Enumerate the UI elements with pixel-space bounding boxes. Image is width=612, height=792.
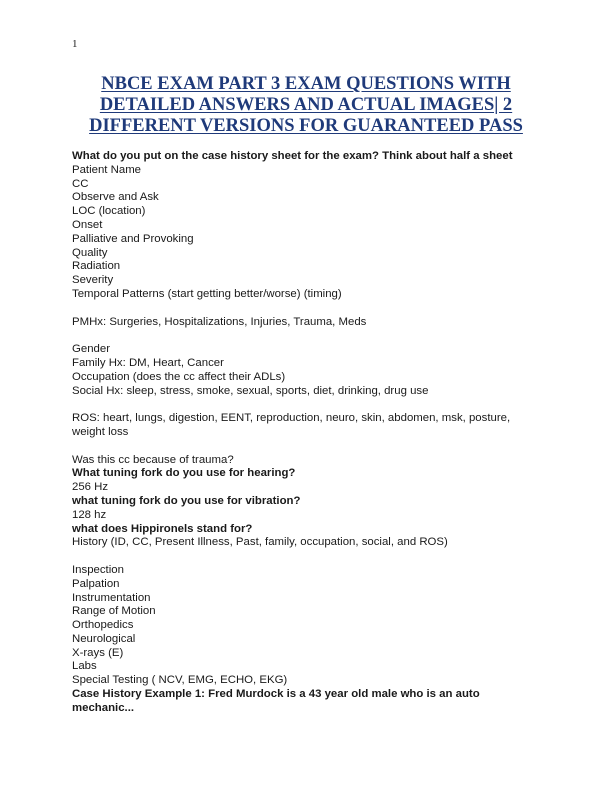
answer-text: Palliative and Provoking — [72, 232, 194, 245]
answer-text: Family Hx: DM, Heart, Cancer — [72, 356, 224, 369]
answer-text: Patient Name — [72, 163, 142, 176]
answer-text: Neurological — [72, 632, 136, 645]
answer-text: Special Testing ( NCV, EMG, ECHO, EKG) — [72, 674, 288, 687]
paragraph-spacer — [72, 440, 542, 454]
answer-text: History (ID, CC, Present Illness, Past, family, occupation, social, and ROS) — [72, 536, 448, 549]
answer-text: 128 hz — [72, 508, 107, 521]
answer-text: Was this cc because of trauma? — [72, 453, 234, 466]
answer-text: LOC (location) — [72, 205, 146, 218]
answer-text: Range of Motion — [72, 605, 156, 618]
answer-text: Radiation — [72, 260, 121, 273]
paragraph-spacer — [72, 398, 542, 412]
answer-text: CC — [72, 177, 89, 190]
page-number: 1 — [72, 38, 78, 50]
answer-text: Severity — [72, 274, 114, 287]
answer-text: Orthopedics — [72, 619, 134, 632]
question-text: what tuning fork do you use for vibration? — [72, 494, 301, 507]
answer-text: Onset — [72, 218, 103, 231]
answer-text: Observe and Ask — [72, 191, 159, 204]
answer-text: Quality — [72, 246, 108, 259]
answer-text: Social Hx: sleep, stress, smoke, sexual, sports, diet, drinking, drug use — [72, 384, 429, 397]
answer-text: PMHx: Surgeries, Hospitalizations, Injuries, Trauma, Meds — [72, 315, 367, 328]
answer-text: Labs — [72, 660, 97, 673]
answer-text: X-rays (E) — [72, 646, 124, 659]
document-body — [72, 150, 542, 716]
question-text: what does Hippironels stand for? — [72, 522, 253, 535]
paragraph-spacer — [72, 329, 542, 343]
answer-text: Gender — [72, 343, 110, 356]
question-text: What do you put on the case history sheet for the exam? Think about half a sheet — [72, 150, 513, 162]
question-text: Case History Example 1: Fred Murdock is a 43 year old male who is an auto mechanic... — [72, 688, 480, 714]
question-text: What tuning fork do you use for hearing? — [72, 467, 296, 480]
answer-text: ROS: heart, lungs, digestion, EENT, reproduction, neuro, skin, abdomen, msk, posture, weight loss — [72, 412, 511, 438]
answer-text: 256 Hz — [72, 481, 109, 494]
document-title: NBCE EXAM PART 3 EXAM QUESTIONS WITH DETAILED ANSWERS AND ACTUAL IMAGES| 2 DIFFERENT VERSIONS FOR GUARANTEED PASS — [89, 74, 523, 136]
answer-text: Temporal Patterns (start getting better/worse) (timing) — [72, 287, 342, 300]
paragraph-spacer — [72, 302, 542, 316]
answer-text: Inspection — [72, 563, 124, 576]
answer-text: Occupation (does the cc affect their ADLs) — [72, 370, 286, 383]
answer-text: Palpation — [72, 577, 120, 590]
paragraph-spacer — [72, 550, 542, 564]
answer-text: Instrumentation — [72, 591, 151, 604]
